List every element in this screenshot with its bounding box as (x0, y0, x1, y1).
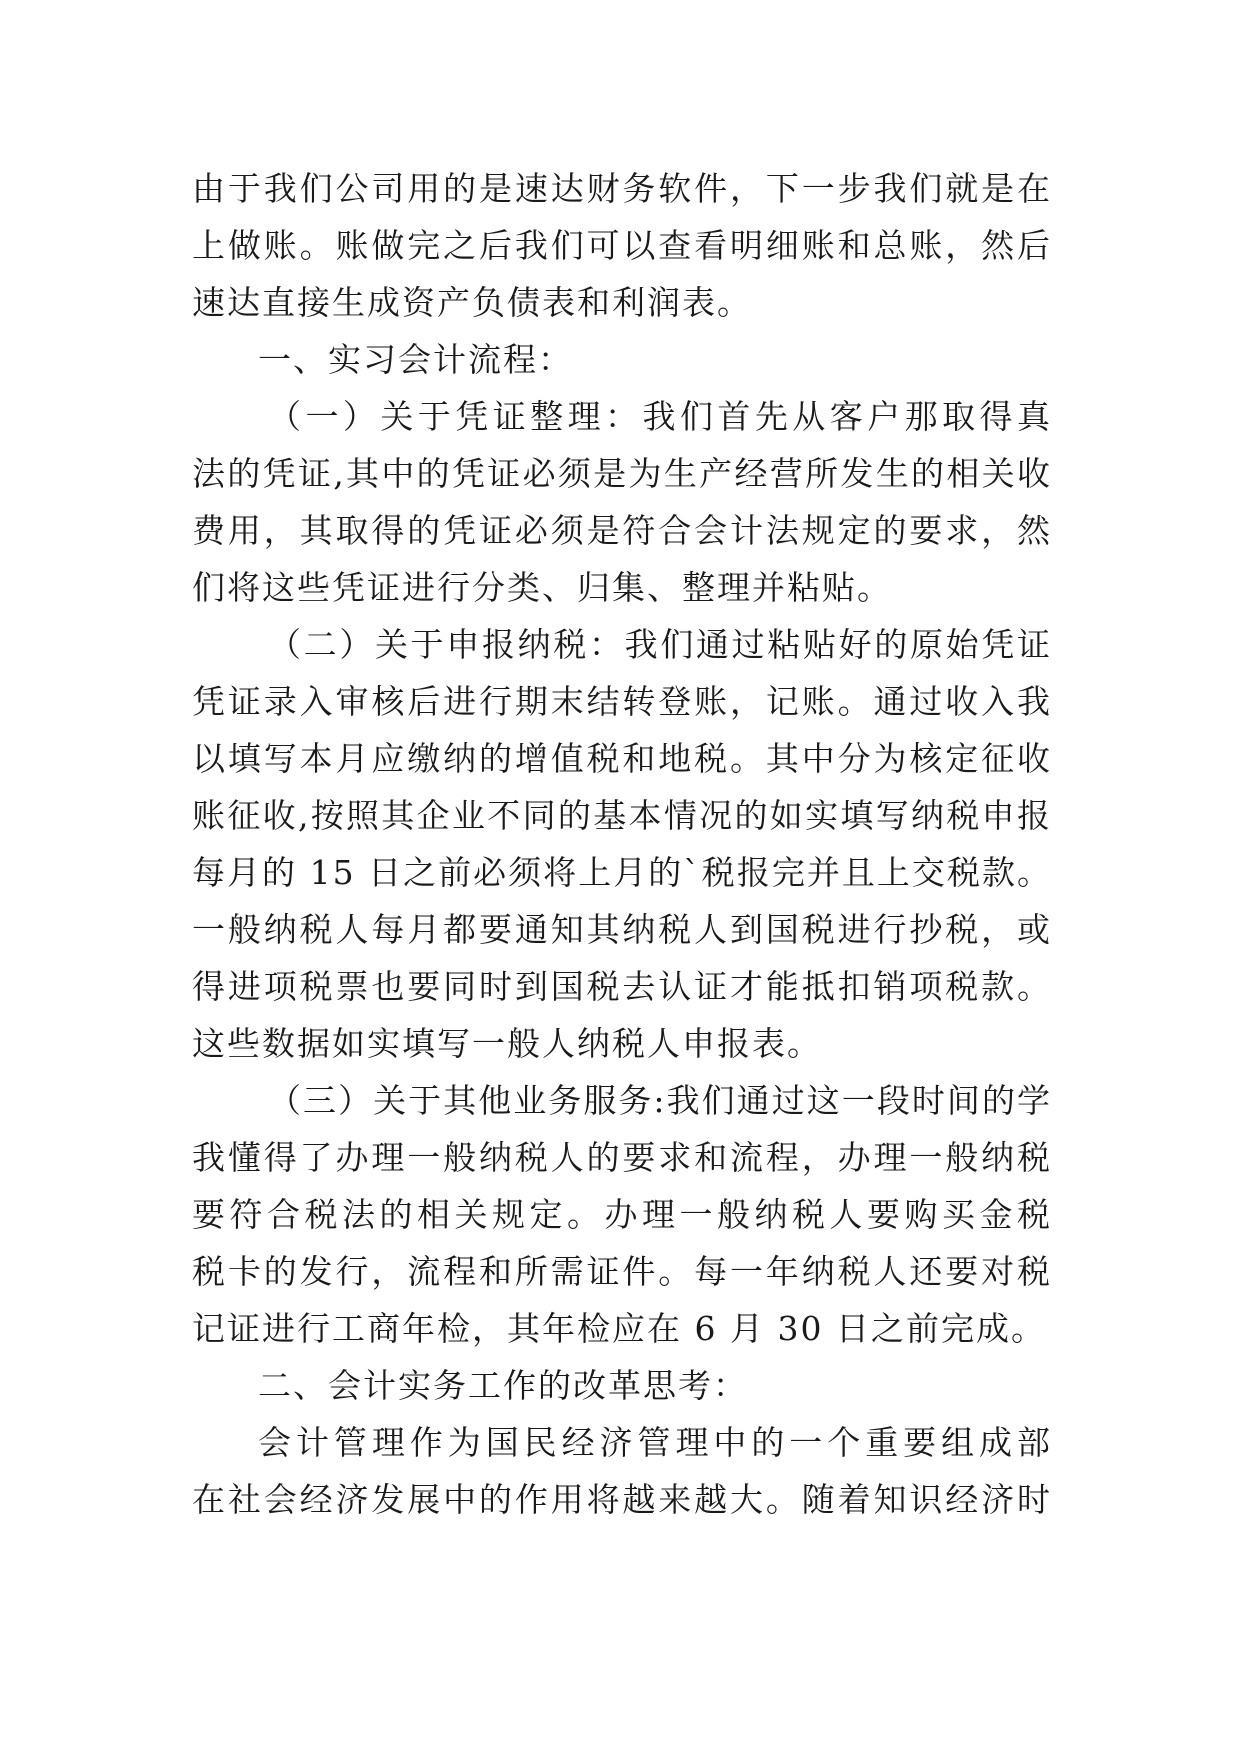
text-line: 得进项税票也要同时到国税去认证才能抵扣销项税款。 (192, 967, 1052, 1006)
text-line: 账征收,按照其企业不同的基本情况的如实填写纳税申报 (192, 796, 1052, 835)
paragraph (192, 1072, 1052, 1357)
heading-text: 一、实习会计流程： (258, 340, 573, 379)
text-line: 要符合税法的相关规定。办理一般纳税人要购买金税 (192, 1195, 1052, 1234)
text-line: 记证进行工商年检，其年检应在 6 月 30 日之前完成。 (192, 1309, 1046, 1348)
text-line: 在社会经济发展中的作用将越来越大。随着知识经济时 (192, 1480, 1052, 1519)
text-line: 会计管理作为国民经济管理中的一个重要组成部 (258, 1423, 1052, 1462)
text-line: 每月的 15 日之前必须将上月的`税报完并且上交税款。 (192, 853, 1052, 892)
text-line: （三）关于其他业务服务:我们通过这一段时间的学 (268, 1081, 1052, 1120)
text-line: 凭证录入审核后进行期末结转登账，记账。通过收入我 (192, 682, 1052, 721)
text-line: 税卡的发行，流程和所需证件。每一年纳税人还要对税 (192, 1252, 1052, 1291)
heading-text: 二、会计实务工作的改革思考： (258, 1366, 748, 1405)
paragraph (192, 388, 1052, 616)
text-line: （一）关于凭证整理：我们首先从客户那取得真 (268, 397, 1052, 436)
text-line: 我懂得了办理一般纳税人的要求和流程，办理一般纳税 (192, 1138, 1052, 1177)
text-line: 们将这些凭证进行分类、归集、整理并粘贴。 (192, 568, 892, 607)
text-line: 上做账。账做完之后我们可以查看明细账和总账，然后 (192, 226, 1052, 265)
section-heading (192, 331, 1052, 388)
text-line: 一般纳税人每月都要通知其纳税人到国税进行抄税，或 (192, 910, 1052, 949)
section-heading (192, 1357, 1052, 1414)
paragraph (192, 616, 1052, 1072)
text-line: 费用，其取得的凭证必须是符合会计法规定的要求，然 (192, 511, 1052, 550)
text-line: 速达直接生成资产负债表和利润表。 (192, 283, 752, 322)
paragraph (192, 1414, 1052, 1528)
text-line: （二）关于申报纳税：我们通过粘贴好的原始凭证 (268, 625, 1052, 664)
document-body (192, 160, 1052, 1528)
text-line: 以填写本月应缴纳的增值税和地税。其中分为核定征收 (192, 739, 1052, 778)
text-line: 法的凭证,其中的凭证必须是为生产经营所发生的相关收 (192, 454, 1052, 493)
text-line: 这些数据如实填写一般人纳税人申报表。 (192, 1024, 822, 1063)
text-line: 由于我们公司用的是速达财务软件，下一步我们就是在 (192, 169, 1052, 208)
paragraph (192, 160, 1052, 331)
